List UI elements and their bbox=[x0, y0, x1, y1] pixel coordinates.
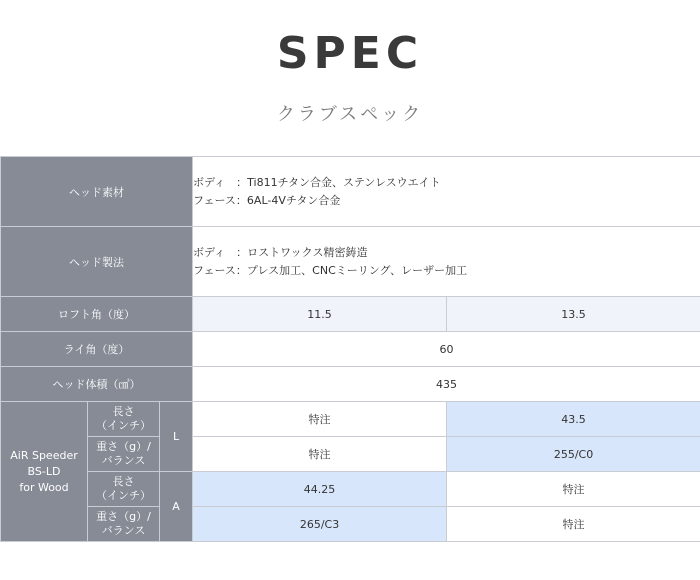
length-label-text: 長さ bbox=[112, 405, 135, 418]
length-label-unit: （インチ） bbox=[96, 489, 151, 502]
length-label-text: 長さ bbox=[112, 475, 135, 488]
loft-label: ロフト角（度） bbox=[1, 297, 193, 332]
length-label-A bbox=[88, 472, 160, 507]
page-subtitle: クラブスペック bbox=[276, 104, 424, 125]
balance-label-text: バランス bbox=[101, 524, 146, 537]
lie-value: 60 bbox=[193, 332, 700, 367]
page-title: SPEC bbox=[276, 28, 424, 79]
L-weight-value-1: 特注 bbox=[193, 437, 447, 472]
weight-label-L bbox=[88, 437, 160, 472]
head-method-line-1: ボディ ：ロストワックス精密鋳造 bbox=[193, 245, 368, 259]
loft-value-2: 13.5 bbox=[447, 297, 700, 332]
head-method-label: ヘッド製法 bbox=[1, 227, 193, 297]
loft-value-1: 11.5 bbox=[193, 297, 447, 332]
A-weight-value-2: 特注 bbox=[447, 507, 700, 542]
head-material-label: ヘッド素材 bbox=[1, 157, 193, 227]
length-label-L bbox=[88, 402, 160, 437]
A-length-value-2: 特注 bbox=[447, 472, 700, 507]
lie-label: ライ角（度） bbox=[1, 332, 193, 367]
A-length-value-1: 44.25 bbox=[193, 472, 447, 507]
shaft-label-line-1: AiR Speeder bbox=[10, 448, 78, 462]
weight-label-text: 重さ（g）/ bbox=[96, 440, 151, 453]
weight-label-text: 重さ（g）/ bbox=[96, 510, 151, 523]
L-length-value-1: 特注 bbox=[193, 402, 447, 437]
balance-label-text: バランス bbox=[101, 454, 146, 467]
flex-A-label: A bbox=[160, 472, 193, 542]
head-method-line-2: フェース：プレス加工、CNCミーリング、レーザー加工 bbox=[193, 263, 468, 277]
weight-label-A bbox=[88, 507, 160, 542]
shaft-label-line-3: for Wood bbox=[19, 480, 69, 494]
head-material-value bbox=[193, 157, 700, 227]
length-label-unit: （インチ） bbox=[96, 419, 151, 432]
table-row bbox=[1, 157, 700, 227]
head-method-value bbox=[193, 227, 700, 297]
table-row bbox=[1, 367, 700, 402]
L-length-value-2: 43.5 bbox=[447, 402, 700, 437]
spec-table bbox=[0, 156, 700, 542]
volume-label: ヘッド体積（㎤） bbox=[1, 367, 193, 402]
table-row bbox=[1, 437, 700, 472]
head-material-line-2: フェース：6AL-4Vチタン合金 bbox=[193, 193, 341, 207]
flex-L-label: L bbox=[160, 402, 193, 472]
table-row bbox=[1, 472, 700, 507]
A-weight-value-1: 265/C3 bbox=[193, 507, 447, 542]
table-row bbox=[1, 297, 700, 332]
table-row bbox=[1, 227, 700, 297]
table-row bbox=[1, 507, 700, 542]
L-weight-value-2: 255/C0 bbox=[447, 437, 700, 472]
shaft-label bbox=[1, 402, 88, 542]
table-row bbox=[1, 402, 700, 437]
shaft-label-line-2: BS-LD bbox=[27, 464, 61, 478]
table-row bbox=[1, 332, 700, 367]
head-material-line-1: ボディ ：Ti811チタン合金、ステンレスウエイト bbox=[193, 175, 441, 189]
volume-value: 435 bbox=[193, 367, 700, 402]
